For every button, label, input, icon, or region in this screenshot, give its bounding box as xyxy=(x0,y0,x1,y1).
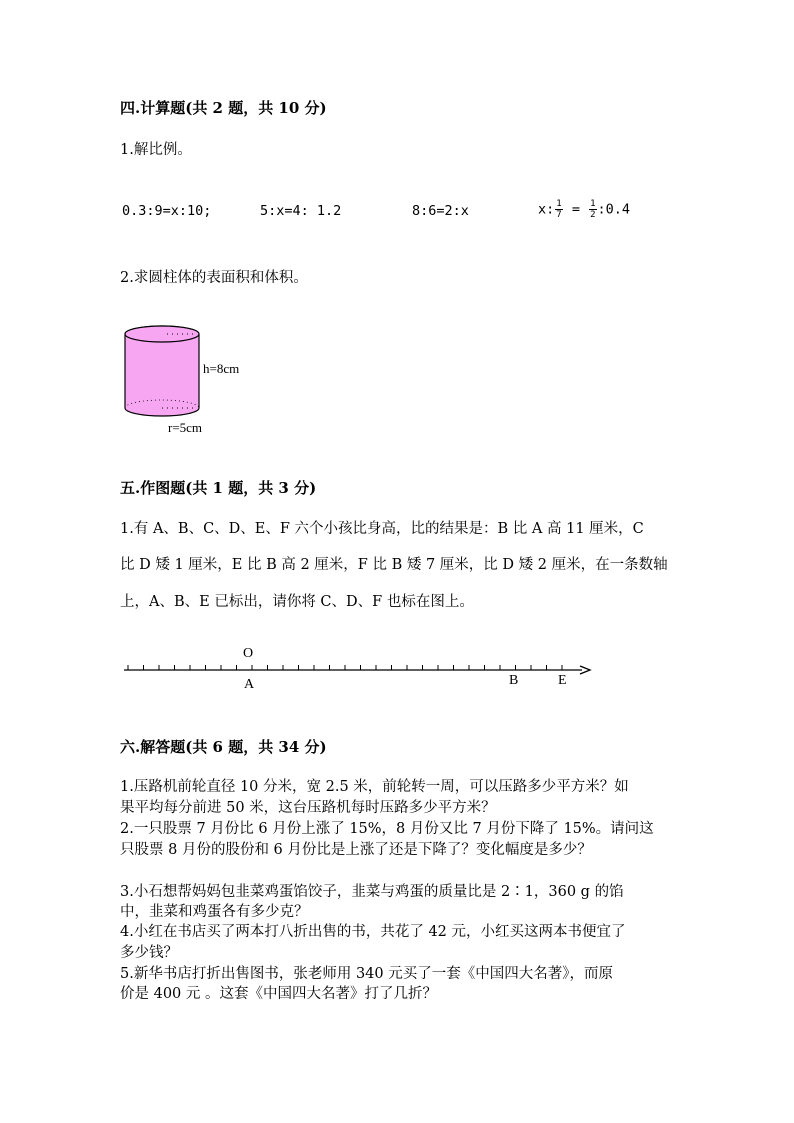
section-5-heading: 五.作图题(共 1 题，共 3 分) xyxy=(120,479,317,497)
section-4-heading: 四.计算题(共 2 题，共 10 分) xyxy=(120,99,327,117)
origin-label: O xyxy=(243,646,254,661)
section-6-line-7: 4.小红在书店买了两本打八折出售的书，共花了 42 元，小红买这两本书便宜了 xyxy=(120,924,626,940)
section-6-line-4: 只股票 8 月份的股份和 6 月份比是上涨了还是下降了？变化幅度是多少？ xyxy=(120,842,592,858)
section-6-line-6: 中，韭菜和鸡蛋各有多少克？ xyxy=(120,904,309,920)
fraction-1-numerator: 1 xyxy=(556,199,562,209)
point-e-label: E xyxy=(558,673,567,688)
point-a-label: A xyxy=(244,677,255,692)
section-5-line-1: 1.有 A、B、C、D、E、F 六个小孩比身高，比的结果是：B 比 A 高 11 厘米，C xyxy=(120,521,644,537)
fraction-1 xyxy=(555,199,562,220)
equation-4-suffix: :0.4 xyxy=(597,201,631,218)
question-2-prompt: 2.求圆柱体的表面积和体积。 xyxy=(120,270,308,286)
equation-2: 5:x=4: 1.2 xyxy=(260,203,342,219)
fraction-2-numerator: 1 xyxy=(590,199,596,209)
section-6-line-2: 果平均每分前进 50 米，这台压路机每时压路多少平方米？ xyxy=(120,800,496,816)
number-line-ticks xyxy=(128,665,562,670)
section-6-line-9: 5.新华书店打折出售图书，张老师用 340 元买了一套《中国四大名著》，而原 xyxy=(120,966,613,982)
equation-4-prefix: x: xyxy=(538,201,555,218)
section-6-line-1: 1.压路机前轮直径 10 分米，宽 2.5 米，前轮转一周，可以压路多少平方米？如 xyxy=(120,779,629,795)
equation-4 xyxy=(538,199,630,220)
height-label: h=8cm xyxy=(203,361,240,376)
section-5-line-2: 比 D 矮 1 厘米，E 比 B 高 2 厘米，F 比 B 矮 7 厘米，比 D 矮 2 厘米，在一条数轴 xyxy=(120,557,668,573)
number-line xyxy=(120,660,590,680)
cylinder-figure xyxy=(122,322,207,417)
section-6-line-3: 2.一只股票 7 月份比 6 月份上涨了 15%，8 月份又比 7 月份下降了 15%。请问这 xyxy=(120,821,654,837)
radius-label: r=5cm xyxy=(168,420,203,435)
section-6-line-5: 3.小石想帮妈妈包韭菜鸡蛋馅饺子，韭菜与鸡蛋的质量比是 2∶1，360 g 的馅 xyxy=(120,884,624,900)
equation-1: 0.3:9=x:10; xyxy=(122,203,212,219)
equation-4-equals: = xyxy=(571,201,580,218)
equation-3: 8:6=2:x xyxy=(412,203,469,219)
section-6-line-8: 多少钱？ xyxy=(120,945,178,961)
fraction-1-denominator: 7 xyxy=(556,210,562,220)
section-5-line-3: 上，A、B、E 已标出，请你将 C、D、F 也标在图上。 xyxy=(120,594,474,610)
point-b-label: B xyxy=(509,673,519,688)
question-1-prompt: 1.解比例。 xyxy=(120,142,192,158)
fraction-2 xyxy=(589,199,596,220)
fraction-2-denominator: 2 xyxy=(590,210,596,220)
section-6-line-10: 价是 400 元 。这套《中国四大名著》打了几折？ xyxy=(120,986,438,1002)
section-6-heading: 六.解答题(共 6 题，共 34 分) xyxy=(120,738,327,756)
